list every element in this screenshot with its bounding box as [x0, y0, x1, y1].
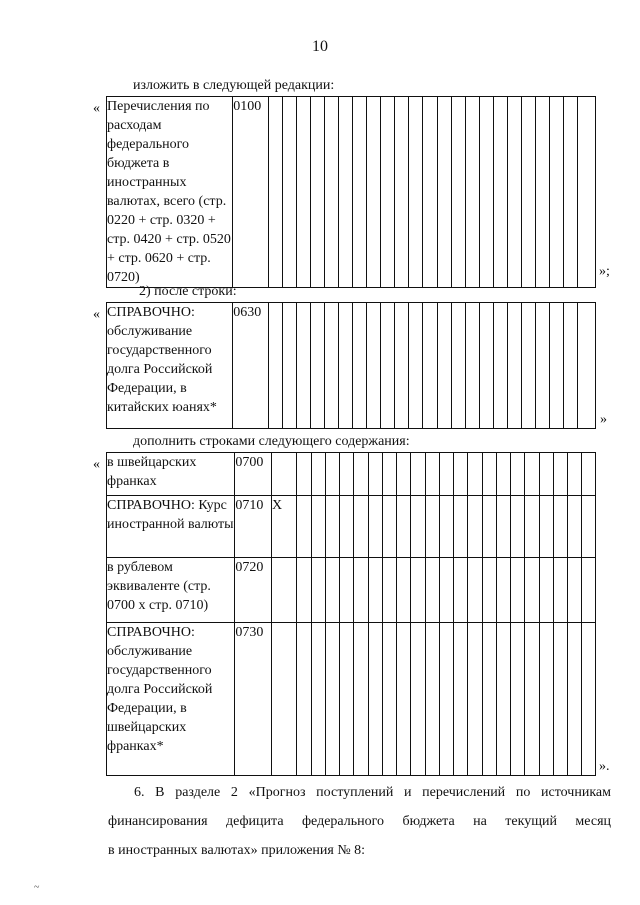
empty-cell: [521, 97, 535, 288]
empty-cell: [437, 97, 451, 288]
empty-cell: [535, 303, 549, 429]
paragraph-line-2: финансирования дефицита федерального бюджета на текущий месяц: [108, 814, 611, 829]
empty-cell: [521, 303, 535, 429]
empty-cell: [511, 623, 525, 776]
empty-cell: [409, 303, 423, 429]
empty-cell: [395, 303, 409, 429]
empty-cell: [425, 623, 439, 776]
row-code-0710: 0710: [235, 496, 272, 558]
row-code-0730: 0730: [235, 623, 272, 776]
empty-cell: [577, 97, 595, 288]
empty-cell: [549, 97, 563, 288]
empty-cell: [381, 97, 395, 288]
empty-cell: [382, 453, 396, 496]
empty-cell: [511, 558, 525, 623]
empty-cell: [563, 303, 577, 429]
empty-cell: [553, 623, 567, 776]
empty-cell: [568, 496, 582, 558]
empty-cell: [425, 496, 439, 558]
table-row: [107, 496, 596, 558]
empty-cell: [525, 453, 539, 496]
empty-cell: [325, 496, 339, 558]
empty-cell: [311, 623, 325, 776]
empty-cell: [511, 453, 525, 496]
empty-cell: [311, 303, 325, 429]
empty-cell: [325, 97, 339, 288]
empty-cell: [397, 496, 411, 558]
empty-cell: [397, 623, 411, 776]
empty-cell: [354, 558, 368, 623]
empty-cell: [283, 97, 297, 288]
empty-cell: [325, 453, 339, 496]
empty-cell: [368, 558, 382, 623]
empty-cell: [382, 558, 396, 623]
empty-cell: [411, 453, 425, 496]
margin-mark: ~: [34, 882, 40, 893]
row-code-0630: 0630: [233, 303, 269, 429]
empty-cell: [425, 453, 439, 496]
empty-cell: [353, 97, 367, 288]
empty-cell: [311, 453, 325, 496]
table-row: [107, 623, 596, 776]
empty-cell: [553, 453, 567, 496]
empty-cell: [395, 97, 409, 288]
empty-cell: [382, 623, 396, 776]
empty-cell: [382, 496, 396, 558]
row-label-0710: СПРАВОЧНО: Курс иностранной валюты: [107, 496, 235, 558]
empty-cell: [511, 496, 525, 558]
empty-cell: [437, 303, 451, 429]
empty-cell: [496, 453, 510, 496]
empty-cell: [507, 303, 521, 429]
empty-cell: [479, 303, 493, 429]
table-row: [107, 97, 596, 288]
empty-cell: [340, 453, 354, 496]
row-code-0720: 0720: [235, 558, 272, 623]
table-row: [107, 558, 596, 623]
section2-intro: 2) после строки:: [139, 284, 237, 299]
empty-cell: [525, 496, 539, 558]
empty-cell: [493, 303, 507, 429]
empty-cell: [465, 97, 479, 288]
empty-cell: [340, 558, 354, 623]
empty-cell: [297, 558, 311, 623]
empty-cell: [568, 623, 582, 776]
row-label-0720: в рублевом эквиваленте (стр. 0700 х стр. 0710): [107, 558, 235, 623]
empty-cell: [568, 558, 582, 623]
empty-cell: [568, 453, 582, 496]
empty-cell: [454, 453, 468, 496]
section1-quote-open: «: [93, 101, 100, 116]
empty-cell: [297, 303, 311, 429]
empty-cell: [539, 453, 553, 496]
empty-cell: [269, 303, 283, 429]
row-code-0100: 0100: [233, 97, 269, 288]
empty-cell: [439, 623, 453, 776]
empty-cell: [539, 496, 553, 558]
row-label-0630: СПРАВОЧНО: обслуживание государственного долга Российской Федерации, в китайских юанях*: [107, 303, 233, 429]
section3-quote-close: ».: [599, 759, 610, 774]
empty-cell: [368, 623, 382, 776]
empty-cell: [325, 623, 339, 776]
section3-quote-open: «: [93, 457, 100, 472]
empty-cell: [451, 303, 465, 429]
empty-cell: [454, 623, 468, 776]
empty-cell: [507, 97, 521, 288]
empty-cell: [535, 97, 549, 288]
empty-cell: [468, 453, 482, 496]
empty-cell: [525, 558, 539, 623]
empty-cell: [425, 558, 439, 623]
empty-cell: [439, 496, 453, 558]
section2-quote-close: »: [600, 412, 607, 427]
paragraph-line-1: 6. В разделе 2 «Прогноз поступлений и перечислений по источникам: [134, 785, 611, 800]
empty-cell: [311, 558, 325, 623]
empty-cell: [454, 558, 468, 623]
empty-cell: [439, 558, 453, 623]
section2-table: [106, 302, 596, 429]
empty-cell: [482, 623, 496, 776]
empty-cell: [451, 97, 465, 288]
empty-cell: [381, 303, 395, 429]
empty-cell: [525, 623, 539, 776]
empty-cell: [454, 496, 468, 558]
row-mark-0720: [272, 558, 297, 623]
empty-cell: [582, 453, 596, 496]
empty-cell: [439, 453, 453, 496]
empty-cell: [325, 558, 339, 623]
empty-cell: [283, 303, 297, 429]
empty-cell: [411, 558, 425, 623]
empty-cell: [411, 623, 425, 776]
empty-cell: [479, 97, 493, 288]
empty-cell: [340, 496, 354, 558]
row-label-0700: в швейцарских франках: [107, 453, 235, 496]
table-row: [107, 303, 596, 429]
empty-cell: [423, 97, 437, 288]
paragraph-6: [108, 778, 611, 865]
empty-cell: [496, 496, 510, 558]
empty-cell: [409, 97, 423, 288]
empty-cell: [496, 558, 510, 623]
empty-cell: [549, 303, 563, 429]
row-mark-0700: [272, 453, 297, 496]
section1-intro: изложить в следующей редакции:: [133, 78, 335, 93]
empty-cell: [368, 453, 382, 496]
empty-cell: [325, 303, 339, 429]
empty-cell: [468, 623, 482, 776]
section2-quote-open: «: [93, 307, 100, 322]
section1-quote-close: »;: [599, 264, 610, 279]
empty-cell: [367, 97, 381, 288]
empty-cell: [297, 496, 311, 558]
empty-cell: [354, 453, 368, 496]
empty-cell: [339, 97, 353, 288]
empty-cell: [482, 496, 496, 558]
empty-cell: [539, 623, 553, 776]
empty-cell: [423, 303, 437, 429]
empty-cell: [482, 453, 496, 496]
empty-cell: [468, 496, 482, 558]
empty-cell: [539, 558, 553, 623]
empty-cell: [354, 496, 368, 558]
empty-cell: [582, 558, 596, 623]
empty-cell: [582, 623, 596, 776]
empty-cell: [311, 496, 325, 558]
empty-cell: [493, 97, 507, 288]
empty-cell: [368, 496, 382, 558]
empty-cell: [297, 453, 311, 496]
row-label-0100: Перечисления по расходам федерального бюджета в иностранных валютах, всего (стр. 0220 + стр. 0320 + стр. 0420 + стр. 0520 + стр. 0620 + стр. 0720): [107, 97, 233, 288]
table-row: [107, 453, 596, 496]
empty-cell: [397, 558, 411, 623]
empty-cell: [367, 303, 381, 429]
section1-table: [106, 96, 596, 288]
row-mark-0730: [272, 623, 297, 776]
empty-cell: [563, 97, 577, 288]
empty-cell: [482, 558, 496, 623]
empty-cell: [465, 303, 479, 429]
empty-cell: [340, 623, 354, 776]
empty-cell: [397, 453, 411, 496]
empty-cell: [577, 303, 595, 429]
empty-cell: [553, 558, 567, 623]
empty-cell: [468, 558, 482, 623]
empty-cell: [353, 303, 367, 429]
empty-cell: [411, 496, 425, 558]
empty-cell: [496, 623, 510, 776]
empty-cell: [269, 97, 283, 288]
empty-cell: [582, 496, 596, 558]
row-label-0730: СПРАВОЧНО: обслуживание государственного долга Российской Федерации, в швейцарских франках*: [107, 623, 235, 776]
row-mark-0710: X: [272, 496, 297, 558]
page-number: 10: [312, 38, 328, 55]
empty-cell: [297, 97, 311, 288]
row-code-0700: 0700: [235, 453, 272, 496]
empty-cell: [553, 496, 567, 558]
paragraph-line-3: в иностранных валютах» приложения № 8:: [108, 843, 366, 858]
section3-table: [106, 452, 596, 776]
empty-cell: [311, 97, 325, 288]
empty-cell: [354, 623, 368, 776]
empty-cell: [339, 303, 353, 429]
section3-intro: дополнить строками следующего содержания:: [133, 434, 410, 449]
empty-cell: [297, 623, 311, 776]
